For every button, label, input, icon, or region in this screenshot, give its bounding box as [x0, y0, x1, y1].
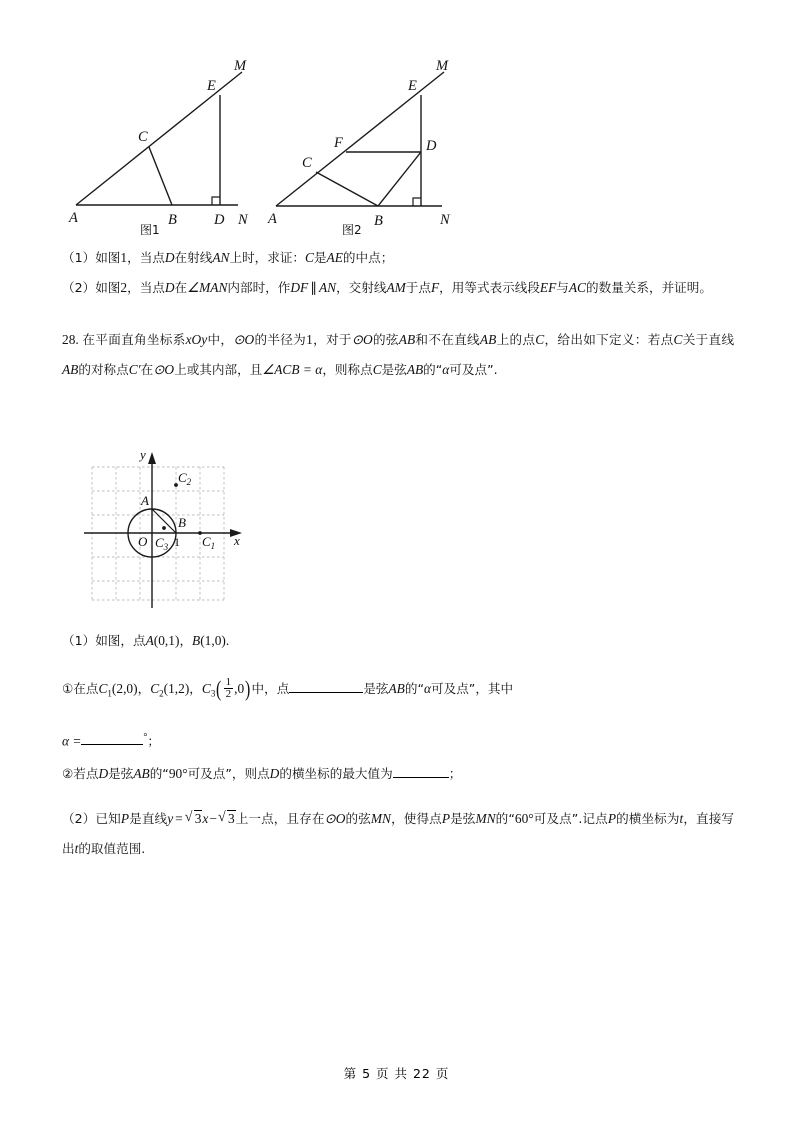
- q27-p1-d: 是: [313, 250, 327, 265]
- q27-p1-point-C: C: [305, 250, 314, 265]
- q28-p1-A-coord: (0,1): [153, 633, 180, 648]
- q27-p2-ray-AN: AN: [318, 280, 337, 295]
- tick-one-label: 1: [174, 535, 180, 549]
- q28-part-2: [62, 804, 734, 864]
- q28-circle-O: ⊙O: [233, 332, 255, 347]
- point-C3-label: C: [155, 535, 164, 550]
- q28-i2-e: 的横坐标的最大值为: [279, 766, 393, 782]
- q28-l1e: 的弦: [372, 332, 399, 347]
- q28-i1-C3: C: [201, 681, 211, 696]
- q28-l2h: 的“: [423, 362, 443, 377]
- figure-2: [262, 50, 462, 235]
- q28-i2-point-D: D: [98, 766, 109, 782]
- q28-l3: 及点”.: [461, 362, 498, 377]
- q28-radius-value: 1: [306, 332, 313, 347]
- q28-p2-sqrt3-second: [218, 804, 236, 834]
- q27-p2-e: 于点: [405, 280, 431, 295]
- fig2-label-D: D: [426, 138, 437, 154]
- q28-i1-paren-open: (: [216, 676, 222, 702]
- x-axis-label: x: [234, 533, 240, 548]
- q28-p2-equals: =: [175, 811, 183, 827]
- q28-alpha-equals: α =: [62, 733, 82, 749]
- point-B-label: B: [178, 515, 186, 530]
- fig1-label-D: D: [214, 212, 225, 228]
- q28-i1-C1-coord: (2,0): [111, 681, 138, 696]
- q28-l2-chord-AB: AB: [406, 362, 424, 377]
- q28-p2-l2c: ，直接写出: [62, 811, 735, 857]
- q27-p2-fignum: 2: [120, 280, 128, 295]
- q28-l1b: 中，: [207, 332, 234, 347]
- fig2-label-C: C: [302, 155, 312, 171]
- q27-p1-fignum: 1: [120, 250, 128, 265]
- q28-l2c: 的对称点: [78, 362, 129, 377]
- q28-p2-l2-point-P: P: [607, 811, 616, 827]
- q28-l1c: 的半径为: [254, 332, 307, 347]
- q27-p2-a: ，当点: [127, 280, 165, 295]
- q28-i1-C2-coord: (1,2): [163, 681, 190, 696]
- q27-p2-prefix: （2）如图: [62, 280, 121, 295]
- q28-l2i: 可: [449, 362, 462, 377]
- q28-i2-a: ②若点: [62, 766, 99, 782]
- q28-l2-point-C2: C: [372, 362, 382, 377]
- q28-i1-fraction: [224, 677, 234, 701]
- q28-l2d: 在: [140, 362, 154, 377]
- q28-p2-l2-t: t: [679, 811, 684, 827]
- q28-point-C: C: [535, 332, 545, 347]
- q27-p1-c: 上时，求证：: [229, 250, 306, 265]
- figures-row: [0, 50, 793, 235]
- q27-p1-e: 的中点；: [342, 250, 394, 265]
- q28-p2-sqrt3-first-radicand: 3: [194, 811, 202, 827]
- fig1-label-M: M: [234, 58, 247, 74]
- y-axis-arrow: [148, 452, 156, 464]
- q28-i1-c: ，: [189, 681, 202, 696]
- origin-label: O: [138, 534, 148, 549]
- q28-p1-period: .: [225, 633, 230, 648]
- q27-p2-g: 与: [556, 280, 569, 295]
- fig1-caption: 图1: [140, 223, 160, 235]
- q28-i1-b: ，: [137, 681, 151, 696]
- q28-i1-e: 是弦: [363, 681, 389, 696]
- fig1-label-C: C: [138, 129, 148, 145]
- q28-l1a: 在平面直角坐标系: [82, 332, 186, 347]
- q28-p2-point-P: P: [120, 811, 130, 827]
- fig2-label-B: B: [374, 213, 383, 229]
- q28-p2-chord-MN: MN: [370, 811, 391, 827]
- q28-l2g: 是弦: [381, 362, 407, 377]
- q27-p2-h: 的数量关系，并证明。: [586, 280, 712, 295]
- q27-p2-seg-DF: DF: [290, 280, 309, 295]
- q28-l2b: 关于直线: [682, 332, 735, 347]
- q28-i2-answer-blank[interactable]: [393, 764, 449, 778]
- q28-p2-b: 是直线: [129, 811, 168, 827]
- q28-l2e: 上或其内部，且: [174, 362, 263, 377]
- q28-i1-alpha: α: [423, 681, 432, 696]
- q28-l2f: ，则称点: [322, 362, 373, 377]
- point-C1-label: C: [202, 534, 211, 549]
- q28-i2-chord-AB: AB: [133, 766, 150, 782]
- q28-i1-answer-blank[interactable]: [289, 679, 363, 693]
- q28-circle-O-2: ⊙O: [351, 332, 373, 347]
- q28-p2-e: ，使得点: [391, 811, 442, 827]
- q28-coord-system: xOy: [185, 332, 208, 347]
- q28-chord-AB: AB: [398, 332, 416, 347]
- q27-p1-point-D: D: [164, 250, 175, 265]
- q28-p1-B-coord: (1,0): [200, 633, 226, 648]
- q28-i1-g: 可及点”，其中: [431, 681, 514, 696]
- q28-p1-point-A: A: [145, 633, 154, 648]
- q27-p2-d: ，交射线: [336, 280, 387, 295]
- q28-p2-angle-value: 60°: [514, 811, 534, 827]
- q28-i1-C1-sub: 1: [107, 688, 112, 699]
- point-C3-label-group: [155, 535, 169, 552]
- fig1-label-A: A: [69, 210, 78, 226]
- q28-part1-line: [62, 628, 734, 654]
- q28-l1h: ，给出如下: [544, 332, 610, 347]
- q28-line-AB: AB: [479, 332, 497, 347]
- q27-p2-point-D: D: [164, 280, 175, 295]
- point-C2-label: C: [178, 470, 187, 485]
- point-C3-subscript: 3: [163, 542, 169, 552]
- q27-p2-point-F: F: [430, 280, 440, 295]
- q28-p2-x: x: [202, 811, 209, 827]
- q28-item-2: [62, 760, 734, 788]
- q28-p2-y: y: [167, 811, 174, 827]
- q28-i2-c: 的“: [149, 766, 169, 782]
- q27-p2-c: 内部时，作: [227, 280, 291, 295]
- q28-i1-f: 的“: [404, 681, 424, 696]
- fig2-label-F: F: [334, 135, 343, 151]
- q28-p2-minus: −: [209, 811, 217, 827]
- q27-p1-ray-AN: AN: [212, 250, 230, 265]
- point-C1-label-group: [202, 534, 215, 551]
- q28-p1-comma: ，: [179, 633, 193, 648]
- q28-p2-g: 的“: [495, 811, 515, 827]
- q28-angle-ACB: ∠ACB = α: [262, 362, 323, 377]
- q28-p2-f: 是弦: [450, 811, 476, 827]
- q27-p1-b: 在射线: [174, 250, 213, 265]
- q27-p2-f: ，用等式表示线段: [439, 280, 540, 295]
- q28-i2-b: 是弦: [108, 766, 134, 782]
- q28-i2-semicolon: ；: [448, 766, 462, 782]
- q28-l1f: 和不在直线: [415, 332, 480, 347]
- q27-p2-b: 在: [174, 280, 188, 295]
- q28-i1-C2-sub: 2: [159, 688, 164, 699]
- fig2-label-M: M: [436, 58, 449, 74]
- q28-alpha-answer-blank[interactable]: [81, 731, 143, 745]
- q28-p2-sqrt3-first: [185, 804, 203, 834]
- q28-l1d: ，对于: [312, 332, 352, 347]
- q28-l2-circle-O: ⊙O: [153, 362, 175, 377]
- q28-i1-C3-sub: 3: [210, 688, 216, 699]
- y-axis-label: y: [140, 447, 146, 462]
- fig2-label-E: E: [408, 78, 417, 94]
- fig2-label-N: N: [440, 212, 450, 228]
- q27-p2-ray-AM: AM: [386, 280, 406, 295]
- q28-l1g: 上的点: [496, 332, 536, 347]
- fig1-label-N: N: [238, 212, 248, 228]
- q28-p2-d: 的弦: [345, 811, 371, 827]
- q28-p2-point-P2: P: [441, 811, 451, 827]
- coordinate-plane-svg: [62, 440, 302, 615]
- point-A-label: A: [141, 493, 149, 508]
- q27-p1-a: ，当点: [127, 250, 165, 265]
- page-footer: [0, 1064, 793, 1082]
- coordinate-figure: [62, 440, 302, 615]
- q28-i1-frac-denominator: 2: [225, 688, 232, 701]
- q27-p2-seg-EF: EF: [539, 280, 557, 295]
- q27-part-2: [62, 273, 734, 303]
- q28-alpha-degree-symbol: °: [143, 731, 148, 743]
- q27-part-1: [62, 243, 734, 273]
- q28-point-C-prime: C′: [128, 362, 141, 377]
- q28-subquestions: [62, 628, 734, 864]
- q28-p2-sqrt3-second-radicand: 3: [227, 811, 235, 827]
- q28-p1-prefix: （1）如图，点: [62, 633, 146, 648]
- q28-i2-d: 可及点”，则点: [187, 766, 270, 782]
- q28-i1-d: 中，点: [251, 681, 290, 696]
- q28-i1-a: ①在点: [62, 681, 99, 696]
- q28-alpha-answer-line: [62, 725, 734, 754]
- page-number-text: 第 5 页 共 22 页: [343, 1066, 450, 1081]
- q28-alpha-symbol: α: [442, 362, 450, 377]
- q27-p2-angle-MAN: ∠MAN: [187, 280, 228, 295]
- q28-item-1: [62, 676, 734, 707]
- q27-p2-seg-AC: AC: [568, 280, 586, 295]
- q28-i1-C2: C: [150, 681, 160, 696]
- q28-number: 28.: [62, 332, 79, 347]
- document-body: [62, 243, 734, 385]
- figure-1: [62, 50, 262, 235]
- q28-l2-point-C: C: [673, 332, 683, 347]
- q28-stem: [62, 325, 734, 385]
- q28-p2-circle-O: ⊙O: [324, 811, 346, 827]
- fig2-caption: 图2: [342, 223, 362, 235]
- q28-p2-a: （2）已知: [62, 811, 121, 827]
- q28-p2-l2d: 的取值范围.: [78, 841, 146, 857]
- q28-p2-chord-MN2: MN: [475, 811, 496, 827]
- point-C2-label-group: [178, 470, 192, 487]
- q28-i1-paren-close: ): [245, 676, 251, 702]
- q28-p2-l2b: 的横坐标为: [616, 811, 680, 827]
- q28-p2-l2a: 点: [595, 811, 608, 827]
- q28-p2-l2-t2: t: [74, 841, 79, 857]
- q28-i2-angle-value: 90°: [168, 766, 188, 782]
- fig1-label-B: B: [168, 212, 177, 228]
- q28-alpha-semicolon: ；: [147, 733, 161, 749]
- q28-i2-point-D2: D: [269, 766, 280, 782]
- q28-p2-c: 上一点，且存在: [235, 811, 325, 827]
- point-C3-dot: [162, 526, 166, 530]
- point-C1-subscript: 1: [210, 541, 216, 551]
- point-C2-subscript: 2: [186, 477, 192, 487]
- q28-l2-line-AB: AB: [62, 362, 79, 377]
- q28-p2-h: 可及点”.记: [533, 811, 596, 827]
- q28-i1-frac-rest: ,0: [234, 681, 245, 696]
- q28-i1-chord-AB: AB: [388, 681, 405, 696]
- fig1-label-E: E: [207, 78, 216, 94]
- q28-l2a: 定义：若点: [609, 332, 674, 347]
- q28-p1-point-B: B: [192, 633, 201, 648]
- q27-p1-prefix: （1）如图: [62, 250, 121, 265]
- q28-i1-frac-numerator: 1: [225, 675, 232, 688]
- q27-p1-seg-AE: AE: [326, 250, 343, 265]
- fig2-label-A: A: [268, 211, 277, 227]
- q28-i1-C1: C: [98, 681, 108, 696]
- q27-p2-parallel-symbol: ∥: [310, 280, 317, 295]
